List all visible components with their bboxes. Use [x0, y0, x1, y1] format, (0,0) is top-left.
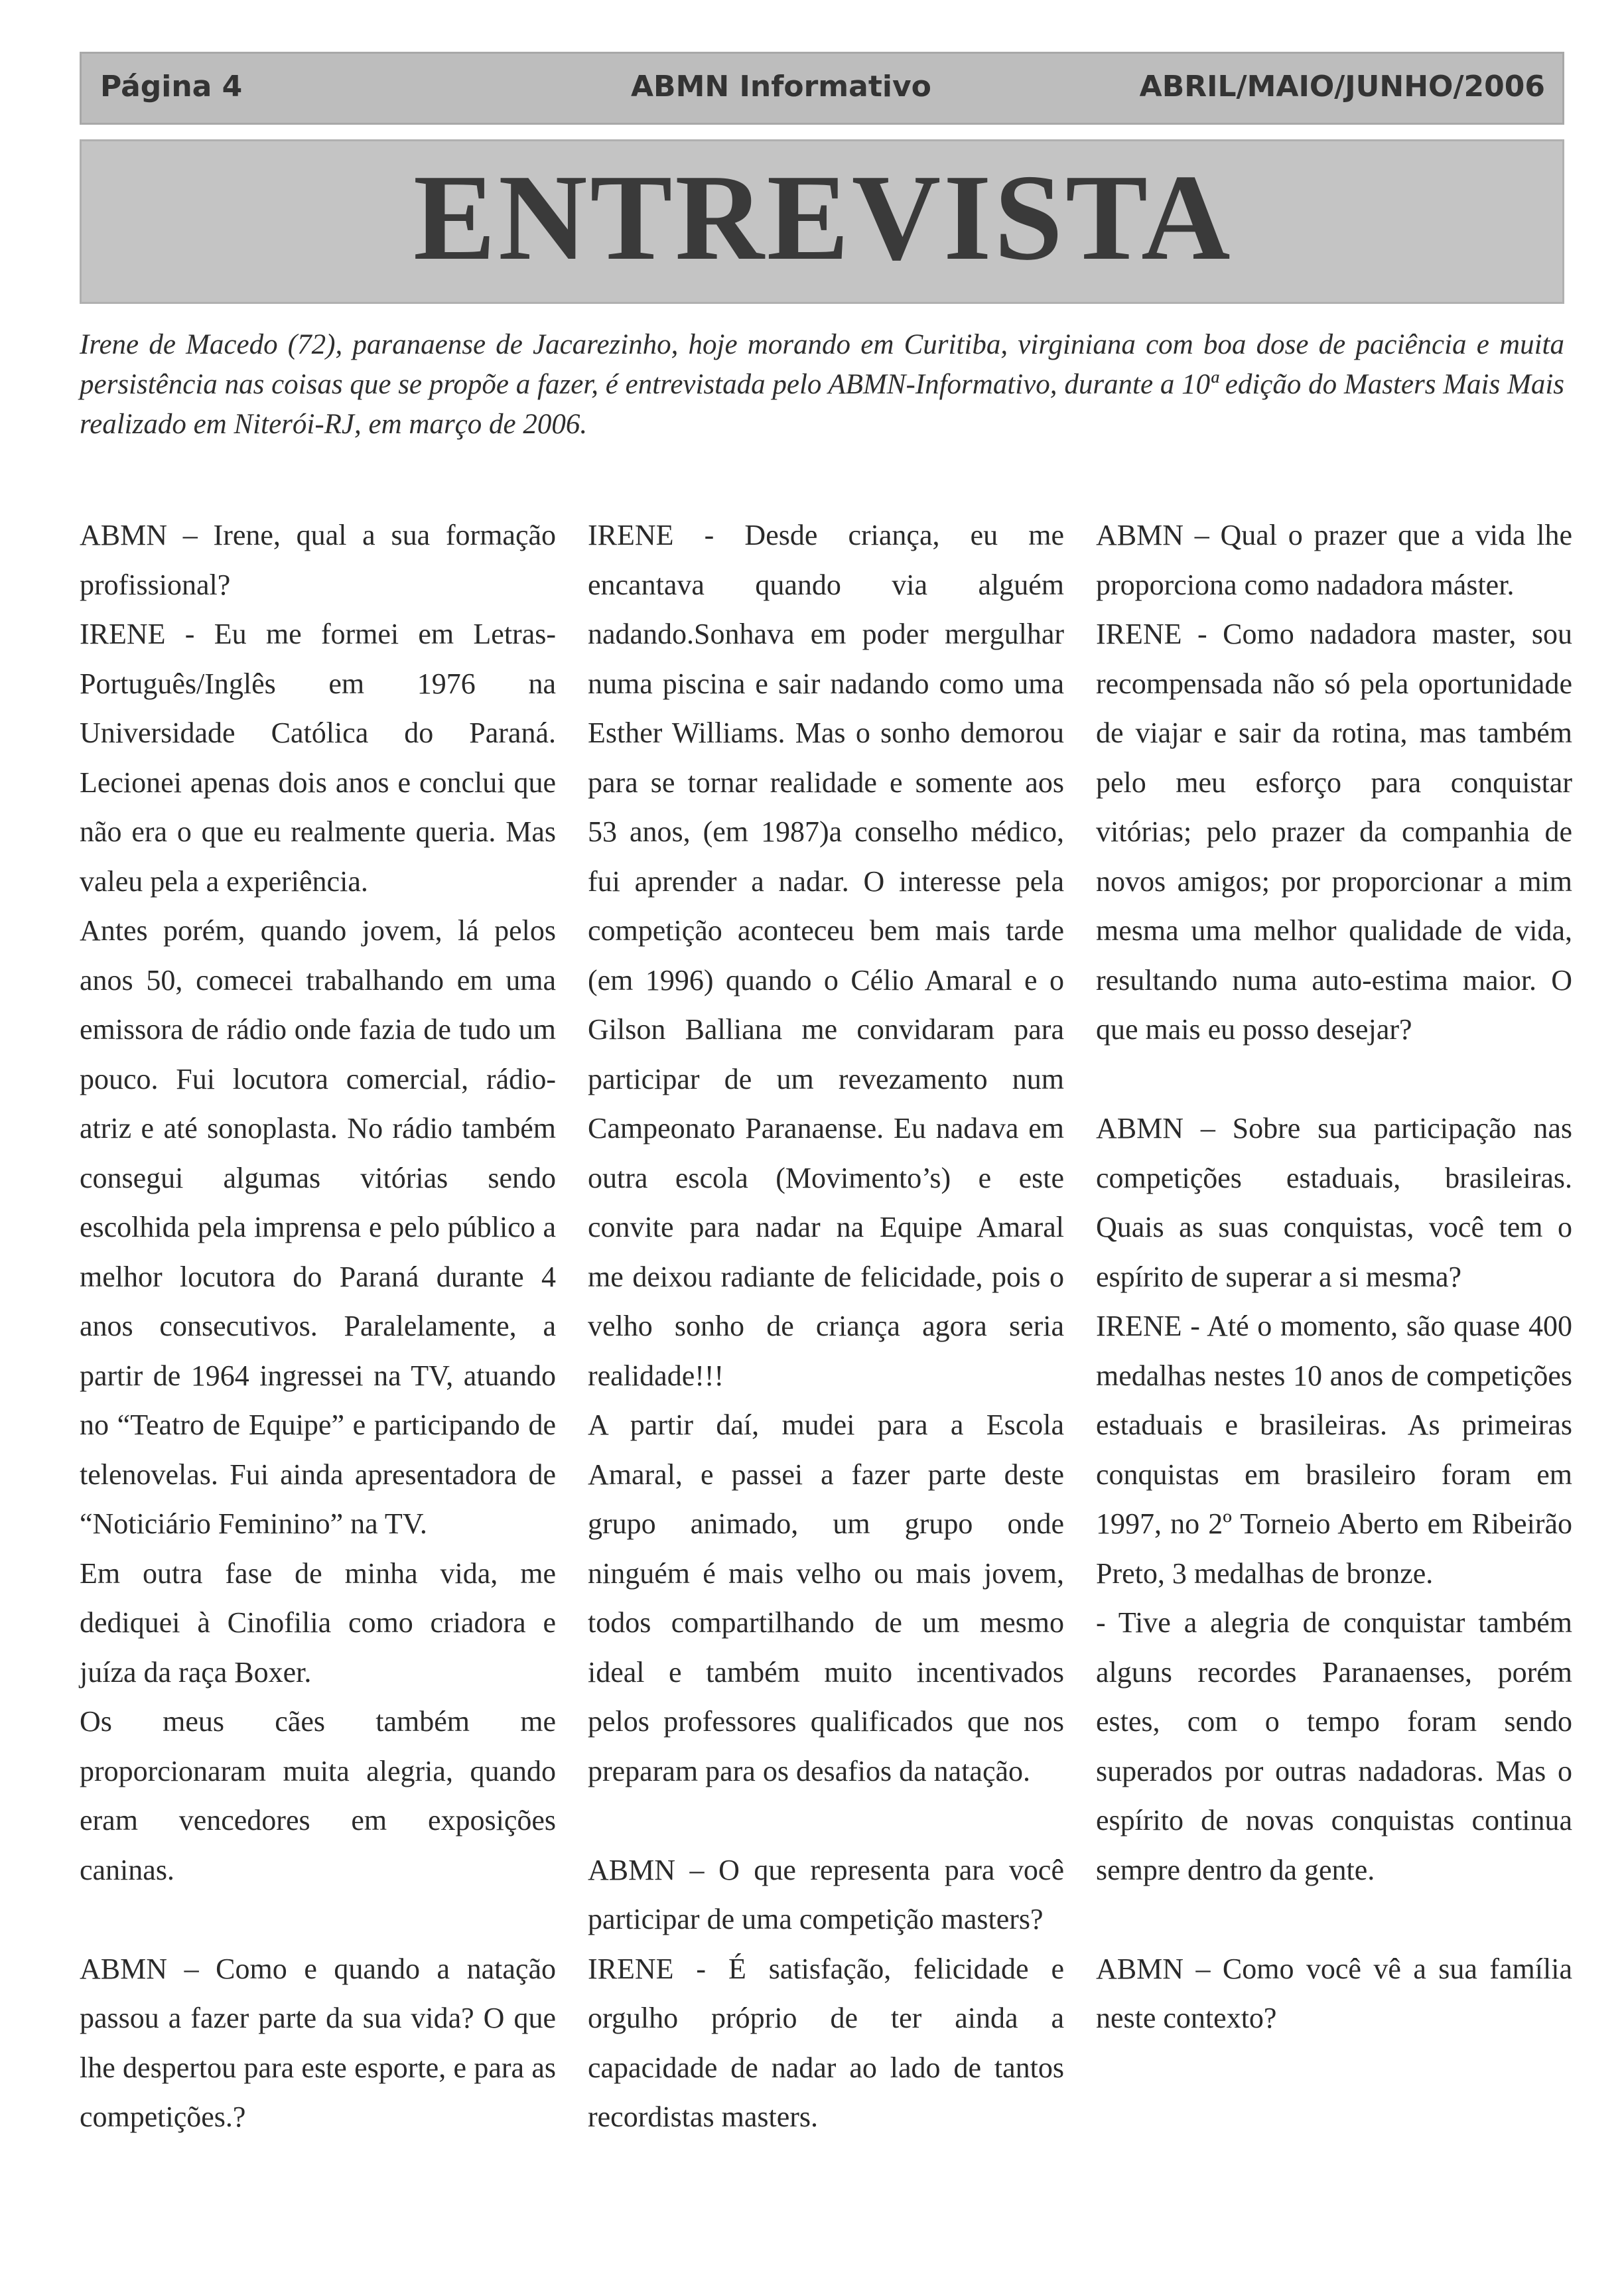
question: ABMN – O que representa para você participar de uma competição masters?: [588, 1853, 1064, 1935]
answer: IRENE - Como nadadora master, sou recompensada não só pela oportunidade de viajar e sair da rotina, mas também pelo meu esforço para conquistar vitórias; pelo prazer da companhia de novos amigos; por proporcionar a mim mesma uma melhor qualidade de vida, resultando numa auto-estima maior. O que mais eu posso desejar?: [1096, 618, 1572, 1046]
paragraph-gap: [1096, 1055, 1572, 1105]
question: ABMN – Como você vê a sua família neste contexto?: [1096, 1952, 1572, 2034]
answer: - Tive a alegria de conquistar também alguns recordes Paranaenses, porém estes, com o tempo foram sendo superados por outras nadadoras. Mas o espírito de novas conquistas continua sempre dentro da gente.: [1096, 1606, 1572, 1886]
question: ABMN – Como e quando a natação passou a fazer parte da sua vida? O que lhe despertou para este esporte, e para as competições.?: [80, 1952, 556, 2133]
page-header: [80, 52, 1564, 125]
question: ABMN – Irene, qual a sua formação profissional?: [80, 519, 556, 601]
answer: Em outra fase de minha vida, me dediquei à Cinofilia como criadora e juíza da raça Boxer.: [80, 1557, 556, 1689]
page-number: Página 4: [100, 70, 243, 104]
question: ABMN – Qual o prazer que a vida lhe proporciona como nadadora máster.: [1096, 519, 1572, 601]
paragraph-gap: [1096, 1895, 1572, 1945]
paragraph-gap: [80, 1895, 556, 1945]
issue-date: ABRIL/MAIO/JUNHO/2006: [1139, 70, 1545, 104]
article-column-2: [588, 511, 1064, 2142]
answer: IRENE - É satisfação, felicidade e orgulho próprio de ter ainda a capacidade de nadar ao lado de tantos recordistas masters.: [588, 1952, 1064, 2133]
section-title: ENTREVISTA: [413, 149, 1233, 286]
article-column-1: [80, 511, 556, 2142]
intro-paragraph: Irene de Macedo (72), paranaense de Jacarezinho, hoje morando em Curitiba, virginiana com boa dose de paciência e muita persistência nas coisas que se propõe a fazer, é entrevistada pelo ABMN-Informativo, durante a 10ª edição do Masters Mais Mais realizado em Niterói-RJ, em março de 2006.: [80, 329, 1564, 440]
answer: IRENE - Eu me formei em Letras-Português/Inglês em 1976 na Universidade Católica do Paraná. Lecionei apenas dois anos e conclui que não era o que eu realmente queria. Mas valeu pela a experiência.: [80, 618, 556, 898]
answer: IRENE - Desde criança, eu me encantava quando via alguém nadando.Sonhava em poder mergulhar numa piscina e sair nadando como uma Esther Williams. Mas o sonho demorou para se tornar realidade e somente aos 53 anos, (em 1987)a conselho médico, fui aprender a nadar. O interesse pela competição aconteceu bem mais tarde (em 1996) quando o Célio Amaral e o Gilson Balliana me convidaram para participar de um revezamento num Campeonato Paranaense. Eu nadava em outra escola (Movimento’s) e este convite para nadar na Equipe Amaral me deixou radiante de felicidade, pois o velho sonho de criança agora seria realidade!!!: [588, 519, 1064, 1392]
question: ABMN – Sobre sua participação nas competições estaduais, brasileiras. Quais as suas conquistas, você tem o espírito de superar a si mesma?: [1096, 1112, 1572, 1293]
section-title-banner: [80, 139, 1564, 304]
answer: A partir daí, mudei para a Escola Amaral, e passei a fazer parte deste grupo animado, um grupo onde ninguém é mais velho ou mais jovem, todos compartilhando de um mesmo ideal e também muito incentivados pelos professores qualificados que nos preparam para os desafios da natação.: [588, 1409, 1064, 1787]
paragraph-gap: [588, 1796, 1064, 1846]
answer: IRENE - Até o momento, são quase 400 medalhas nestes 10 anos de competições estaduais e brasileiras. As primeiras conquistas em brasileiro foram em 1997, no 2º Torneio Aberto em Ribeirão Preto, 3 medalhas de bronze.: [1096, 1310, 1572, 1590]
article-column-3: [1096, 511, 1572, 2043]
publication-name: ABMN Informativo: [631, 70, 931, 104]
answer: Os meus cães também me proporcionaram muita alegria, quando eram vencedores em exposições caninas.: [80, 1705, 556, 1886]
answer: Antes porém, quando jovem, lá pelos anos 50, comecei trabalhando em uma emissora de rádio onde fazia de tudo um pouco. Fui locutora comercial, rádio-atriz e até sonoplasta. No rádio também consegui algumas vitórias sendo escolhida pela imprensa e pelo público a melhor locutora do Paraná durante 4 anos consecutivos. Paralelamente, a partir de 1964 ingressei na TV, atuando no “Teatro de Equipe” e participando de telenovelas. Fui ainda apresentadora de “Noticiário Feminino” na TV.: [80, 914, 556, 1540]
